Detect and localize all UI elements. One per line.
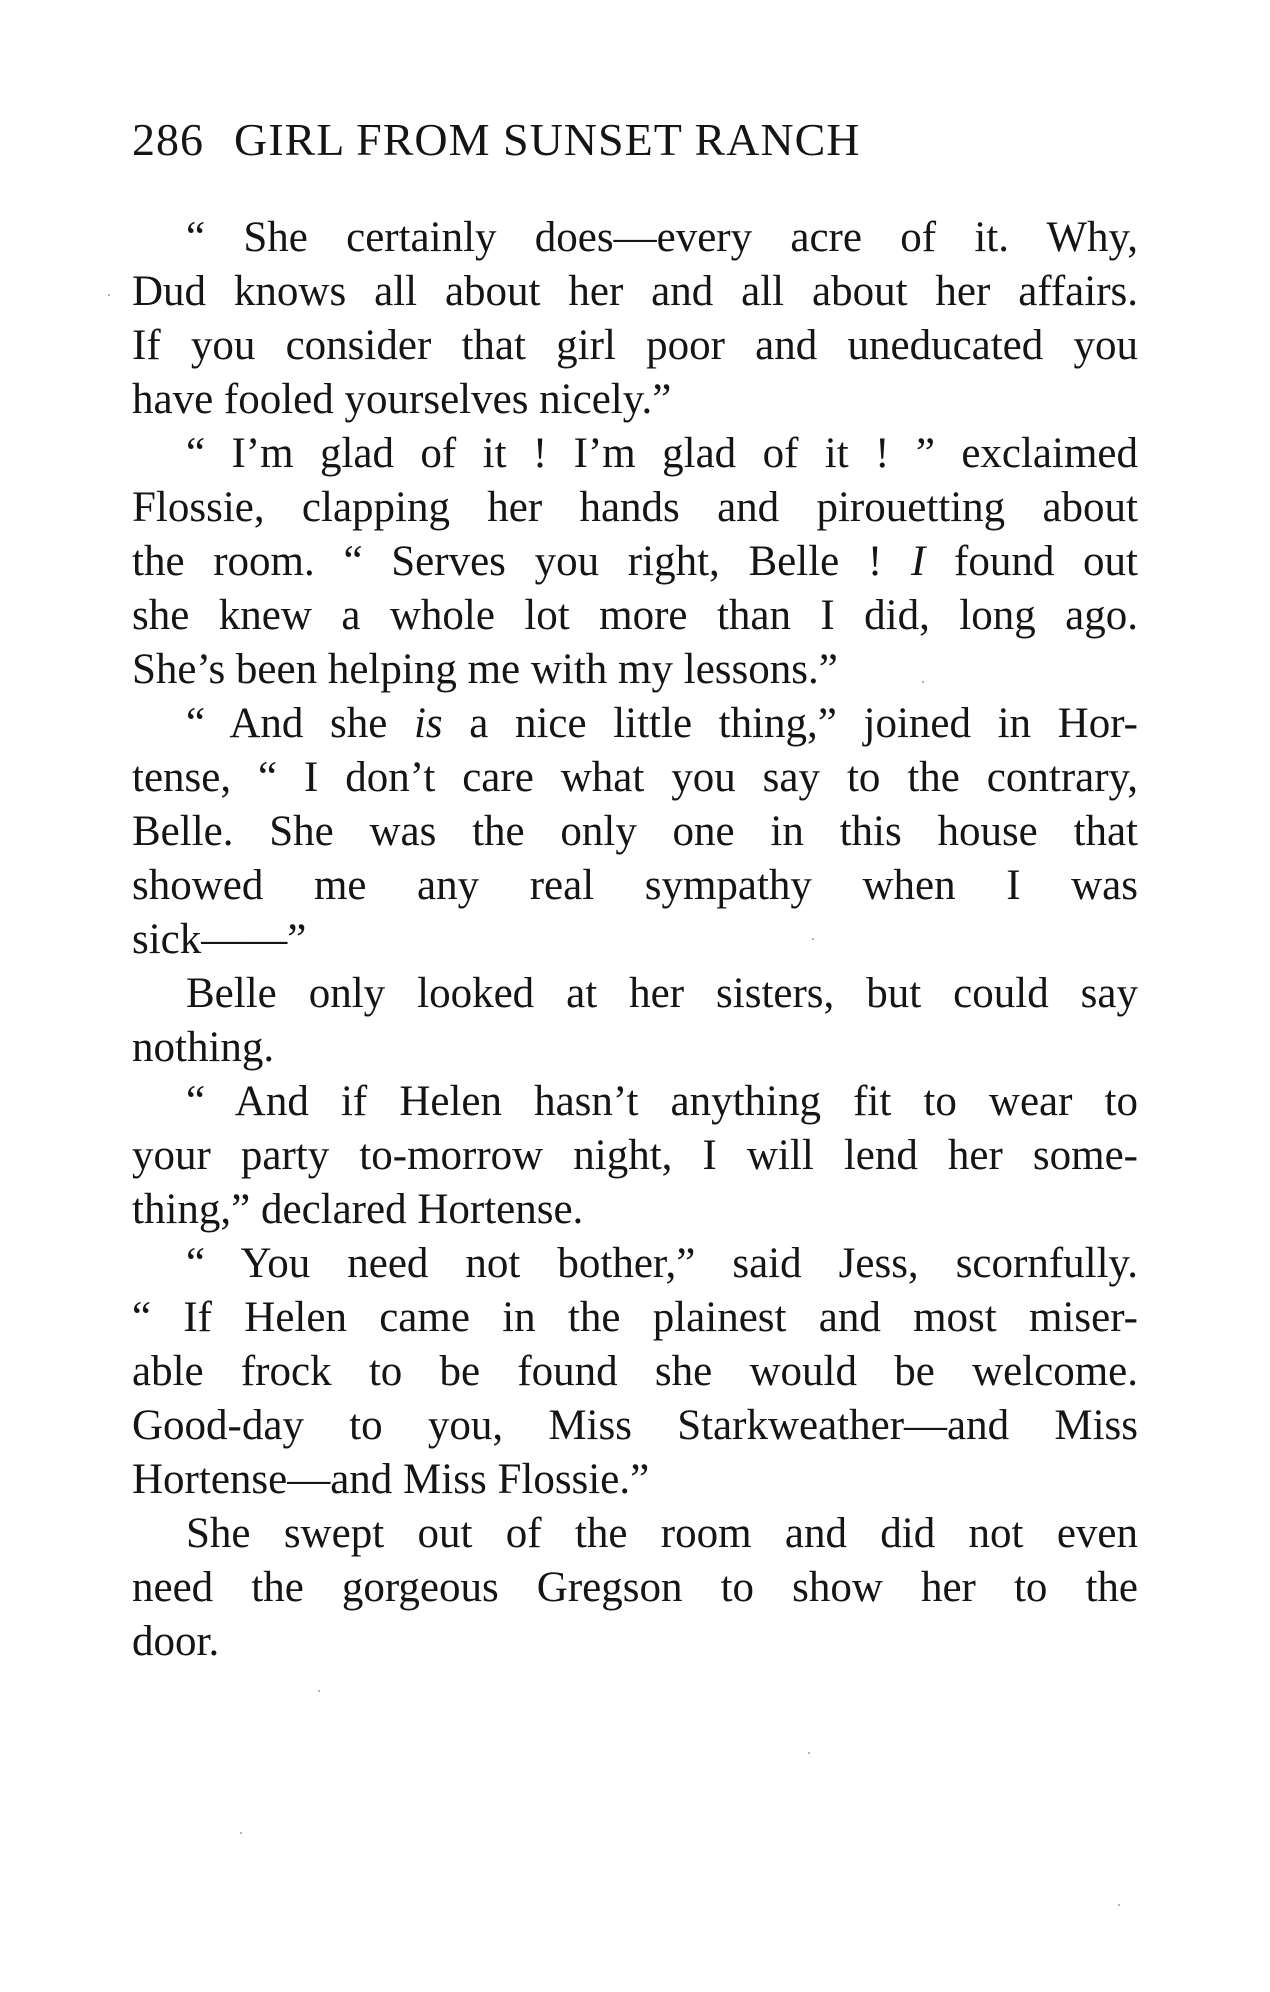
text-line: Belle only looked at her sisters, but could say	[186, 970, 1138, 1017]
paper-speck	[1118, 1904, 1120, 1906]
paragraph	[132, 967, 1138, 1075]
text-segment: the room. “ Serves you right, Belle !	[132, 538, 883, 585]
paper-speck	[808, 1752, 810, 1754]
text-line: “ And if Helen hasn’t anything fit to wear to	[186, 1078, 1138, 1125]
paragraph	[132, 1237, 1138, 1507]
paper-speck	[812, 938, 814, 940]
paper-speck	[240, 1832, 242, 1834]
text-line: able frock to be found she would be welcome.	[132, 1348, 1138, 1395]
text-line: Hortense—and Miss Flossie.”	[132, 1456, 650, 1503]
text-line	[132, 535, 1138, 589]
text-line: your party to-morrow night, I will lend her some-	[132, 1132, 1138, 1179]
text-line: She’s been helping me with my lessons.”	[132, 646, 838, 693]
text-line: need the gorgeous Gregson to show her to the	[132, 1564, 1138, 1611]
text-line: tense, “ I don’t care what you say to the contrary,	[132, 754, 1138, 801]
body-text	[132, 211, 1138, 1669]
paragraph	[132, 427, 1138, 697]
running-title: GIRL FROM SUNSET RANCH	[234, 114, 861, 165]
italic-text: I	[910, 538, 926, 585]
paper-speck	[922, 681, 924, 683]
text-line: “ If Helen came in the plainest and most miser-	[132, 1294, 1138, 1341]
text-line: “ You need not bother,” said Jess, scornfully.	[186, 1240, 1138, 1287]
text-line: Good-day to you, Miss Starkweather—and Miss	[132, 1402, 1138, 1449]
text-line: thing,” declared Hortense.	[132, 1186, 584, 1233]
text-segment: “ And she	[186, 700, 414, 747]
text-line: Dud knows all about her and all about her affairs.	[132, 268, 1138, 315]
text-line: “ I’m glad of it ! I’m glad of it ! ” exclaimed	[186, 430, 1138, 477]
text-line: door.	[132, 1618, 220, 1665]
text-line: Flossie, clapping her hands and pirouetting about	[132, 484, 1138, 531]
page-number: 286	[132, 114, 204, 165]
running-head	[132, 112, 1132, 168]
text-line: have fooled yourselves nicely.”	[132, 376, 672, 423]
text-line: sick——”	[132, 916, 307, 963]
text-segment: a nice little thing,” joined in Hor-	[442, 700, 1138, 747]
paper-speck	[108, 294, 110, 296]
text-line	[132, 697, 1138, 751]
text-line: “ She certainly does—every acre of it. Why,	[186, 214, 1138, 261]
text-line: showed me any real sympathy when I was	[132, 862, 1138, 909]
text-line: nothing.	[132, 1024, 275, 1071]
text-line: If you consider that girl poor and uneducated you	[132, 322, 1138, 369]
text-line: She swept out of the room and did not even	[186, 1510, 1138, 1557]
italic-text: is	[413, 700, 443, 747]
paper-speck	[318, 1690, 320, 1692]
paragraph	[132, 211, 1138, 427]
text-line: Belle. She was the only one in this house that	[132, 808, 1138, 855]
text-line: she knew a whole lot more than I did, long ago.	[132, 592, 1138, 639]
paragraph	[132, 1075, 1138, 1237]
text-segment: found out	[925, 538, 1138, 585]
paragraph	[132, 697, 1138, 967]
paragraph	[132, 1507, 1138, 1669]
